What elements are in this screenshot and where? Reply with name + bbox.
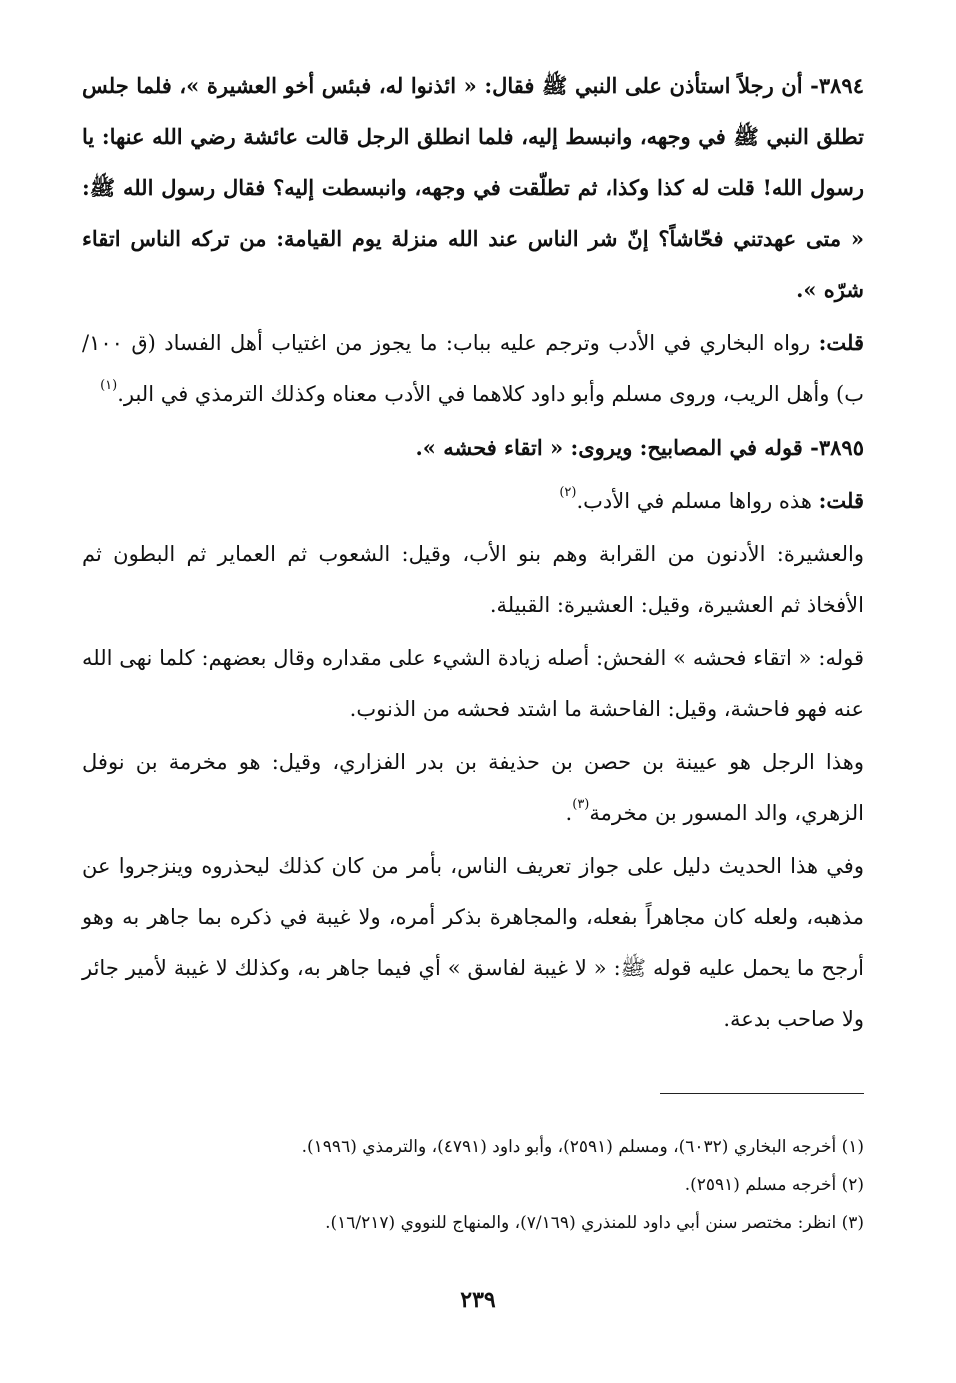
rajul-end: . bbox=[565, 801, 573, 825]
rajul-text: وهذا الرجل هو عيينة بن حصن بن حذيفة بن بدر الفزاري، وقيل: هو مخرمة بن نوفل الزهري، والد المسور بن مخرمة bbox=[82, 750, 864, 825]
footnote-2: (٢) أخرجه مسلم (٢٥٩١). bbox=[684, 1175, 864, 1195]
ashira-explanation bbox=[82, 529, 864, 631]
ashira-text: والعشيرة: الأدنون من القرابة وهم بنو الأب، وقيل: الشعوب ثم العماير ثم البطون ثم الأفخاذ ثم العشيرة، وقيل: العشيرة: القبيلة. bbox=[82, 542, 864, 617]
footnote-marker-3: (٣) bbox=[572, 797, 590, 812]
hadith-3895 bbox=[82, 422, 864, 473]
qult-text-2: هذه رواها مسلم في الأدب. bbox=[576, 489, 819, 513]
qult-lead-2: قلت: bbox=[818, 488, 864, 513]
hadith-3894 bbox=[82, 60, 864, 315]
qult-text-1: رواه البخاري في الأدب وترجم عليه بباب: ما يجوز من اغتياب أهل الفساد (ق ١٠٠/ ب) وأهل الريب، وروى مسلم وأبو داود كلاهما في الأدب معناه وكذلك الترمذي في البر. bbox=[82, 331, 864, 406]
hadith-3894-text: ٣٨٩٤- أن رجلاً استأذن على النبي ﷺ فقال: « ائذنوا له، فبئس أخو العشيرة »، فلما جلس تطلق النبي ﷺ في وجهه، وانبسط إليه، فلما انطلق الرجل قالت عائشة رضي الله عنها: يا رسول الله! قلت له كذا وكذا، ثم تطلّقت في وجهه، وانبسطت إليه؟ فقال رسول الله ﷺ: « متى عهدتني فحّاشاً؟ إنّ شر الناس عند الله منزلة يوم القيامة: من تركه الناس اتقاء شرّه ». bbox=[82, 73, 864, 302]
footnote-divider bbox=[660, 1093, 864, 1094]
footnote-marker-1: (١) bbox=[100, 378, 118, 393]
dalil-explanation bbox=[82, 841, 864, 1045]
footnote-marker-2: (٢) bbox=[559, 485, 577, 500]
qult-lead-1: قلت: bbox=[818, 330, 864, 355]
fuhsh-explanation bbox=[82, 633, 864, 735]
footnote-3: (٣) انظر: مختصر سنن أبي داود للمنذري (٧/١٦٩)، والمنهاج للنووي (١٦/٢١٧). bbox=[325, 1213, 864, 1233]
qult-paragraph-2 bbox=[82, 475, 864, 527]
footnotes bbox=[82, 1128, 864, 1242]
fuhsh-text: قوله: « اتقاء فحشه » الفحش: أصله زيادة الشيء على مقداره وقال بعضهم: كلما نهى الله عنه فهو فاحشة، وقيل: الفاحشة ما اشتد فحشه من الذنوب. bbox=[82, 646, 864, 721]
page-number: ٢٣٩ bbox=[460, 1287, 496, 1313]
dalil-text: وفي هذا الحديث دليل على جواز تعريف الناس، بأمر من كان كذلك ليحذروه وينزجروا عن مذهبه، ولعله كان مجاهراً بفعله، والمجاهرة بذكر أمره، ولا غيبة في ذكره بما جاهر به وهو أرجح ما يحمل عليه قوله ﷺ: « لا غيبة لفاسق » أي فيما جاهر به، وكذلك لا غيبة لأمير جائر ولا صاحب بدعة. bbox=[82, 854, 864, 1031]
page-body bbox=[82, 60, 864, 1045]
rajul-explanation bbox=[82, 737, 864, 839]
footnote-1: (١) أخرجه البخاري (٦٠٣٢)، ومسلم (٢٥٩١)، وأبو داود (٤٧٩١)، والترمذي (١٩٩٦). bbox=[301, 1137, 864, 1157]
qult-paragraph-1 bbox=[82, 317, 864, 420]
hadith-3895-text: ٣٨٩٥- قوله في المصابيح: ويروى: « اتقاء فحشه ». bbox=[415, 435, 864, 460]
